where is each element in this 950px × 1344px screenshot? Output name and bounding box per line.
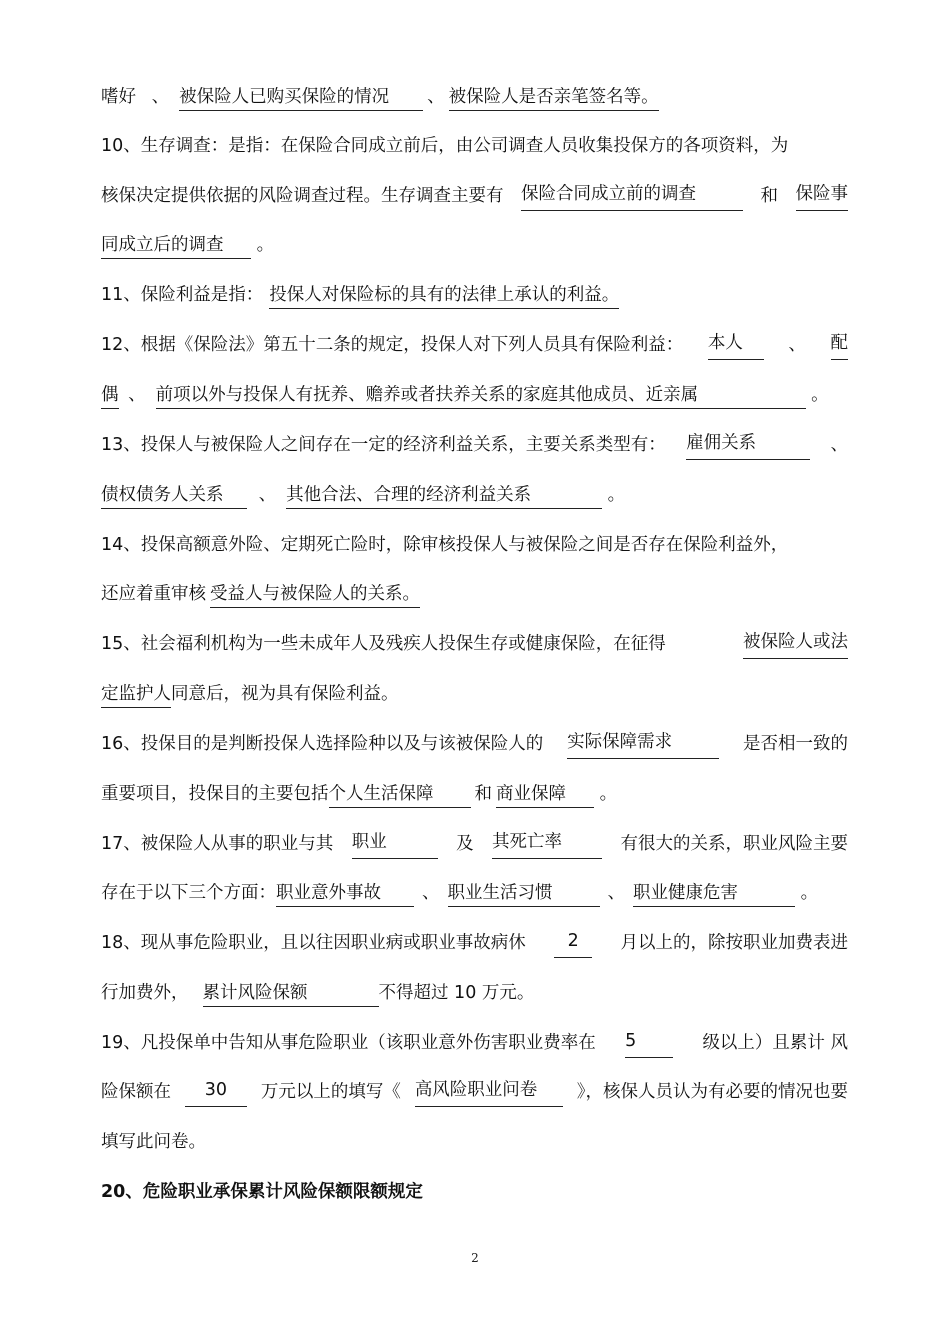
blank-answer: 偶	[101, 382, 119, 409]
blank-answer: 投保人对保险标的具有的法律上承认的利益。	[269, 282, 619, 309]
q10-line-1: 10、生存调查：是指：在保险合同成立前后，由公司调查人员收集投保方的各项资料，为	[101, 136, 789, 156]
blank-answer: 5	[625, 1028, 673, 1058]
q18-line-2: 行加费外，累计风险保额 不得超过 10 万元。	[101, 978, 861, 1008]
q14-line-2: 还应着重审核受益人与被保险人的关系。	[101, 579, 861, 609]
q16-line-2: 重要项目，投保目的主要包括个人生活保障和商业保障 。	[101, 779, 861, 809]
q13-line-2: 债权债务人关系 、其他合法、合理的经济利益关系 。	[101, 480, 861, 510]
page-number: 2	[471, 1251, 479, 1265]
blank-answer: 被保险人或法	[743, 629, 848, 659]
blank-answer: 职业生活习惯	[448, 880, 600, 907]
blank-answer: 其他合法、合理的经济利益关系	[286, 482, 602, 509]
q19-line-3: 填写此问卷。	[101, 1132, 206, 1152]
blank-answer: 实际保障需求	[567, 729, 719, 759]
blank-answer: 被保险人已购买保险的情况	[179, 84, 423, 111]
q16-line-1: 16、投保目的是判断投保人选择险种以及与该被保险人的 实际保障需求 是否相一致的	[101, 729, 861, 759]
blank-answer: 被保险人是否亲笔签名等。	[449, 84, 659, 111]
q12-line-1: 12、根据《保险法》第五十二条的规定，投保人对下列人员具有保险利益： 本人 、 配	[101, 330, 861, 360]
blank-answer: 定监护人	[101, 681, 171, 708]
q13-line-1: 13、投保人与被保险人之间存在一定的经济利益关系，主要关系类型有： 雇佣关系 、	[101, 430, 861, 460]
blank-answer: 累计风险保额	[203, 980, 379, 1007]
blank-answer: 配	[831, 330, 849, 360]
q19-line-2: 险保额在 30 万元以上的填写《 高风险职业问卷 》，核保人员认为有必要的情况也要	[101, 1077, 861, 1107]
blank-answer: 本人	[708, 330, 764, 360]
blank-answer: 高风险职业问卷	[415, 1077, 563, 1107]
blank-answer: 同成立后的调查	[101, 232, 251, 259]
blank-answer: 受益人与被保险人的关系。	[210, 581, 420, 608]
q20-heading: 20、危险职业承保累计风险保额限额规定	[101, 1182, 423, 1202]
q12-line-2: 偶 、前项以外与投保人有抚养、赡养或者扶养关系的家庭其他成员、近亲属 。	[101, 380, 861, 410]
blank-answer: 保险事	[796, 181, 849, 211]
q10-line-3: 同成立后的调查 。	[101, 230, 861, 260]
blank-answer: 30	[185, 1077, 247, 1107]
blank-answer: 其死亡率	[492, 829, 602, 859]
blank-answer: 职业意外事故	[276, 880, 414, 907]
blank-answer: 职业健康危害	[633, 880, 795, 907]
blank-answer: 2	[554, 928, 592, 958]
q17-line-2: 存在于以下三个方面：职业意外事故、职业生活习惯 、职业健康危害 。	[101, 878, 861, 908]
blank-answer: 商业保障	[496, 781, 594, 808]
blank-answer: 雇佣关系	[686, 430, 810, 460]
q11-line: 11、保险利益是指：投保人对保险标的具有的法律上承认的利益。	[101, 280, 861, 310]
blank-answer: 债权债务人关系	[101, 482, 247, 509]
q9-line: 嗜好 、被保险人已购买保险的情况、 被保险人是否亲笔签名等。	[101, 82, 861, 112]
blank-answer: 前项以外与投保人有抚养、赡养或者扶养关系的家庭其他成员、近亲属	[156, 382, 806, 409]
blank-answer: 个人生活保障	[329, 781, 471, 808]
blank-answer: 职业	[352, 829, 438, 859]
q17-line-1: 17、被保险人从事的职业与其 职业 及 其死亡率 有很大的关系，职业风险主要	[101, 829, 861, 859]
blank-answer: 保险合同成立前的调查	[521, 181, 743, 211]
q18-line-1: 18、现从事危险职业，且以往因职业病或职业事故病休 2 月以上的，除按职业加费表进	[101, 928, 861, 958]
q14-line-1: 14、投保高额意外险、定期死亡险时，除审核投保人与被保险之间是否存在保险利益外，	[101, 535, 789, 555]
q15-line-2: 定监护人同意后，视为具有保险利益。	[101, 679, 861, 709]
q15-line-1: 15、社会福利机构为一些未成年人及残疾人投保生存或健康保险，在征得 被保险人或法	[101, 629, 861, 659]
q19-line-1: 19、凡投保单中告知从事危险职业（该职业意外伤害职业费率在 5 级以上）且累计 风	[101, 1028, 861, 1058]
q10-line-2: 核保决定提供依据的风险调查过程。生存调查主要有 保险合同成立前的调查 和 保险事	[101, 181, 861, 211]
